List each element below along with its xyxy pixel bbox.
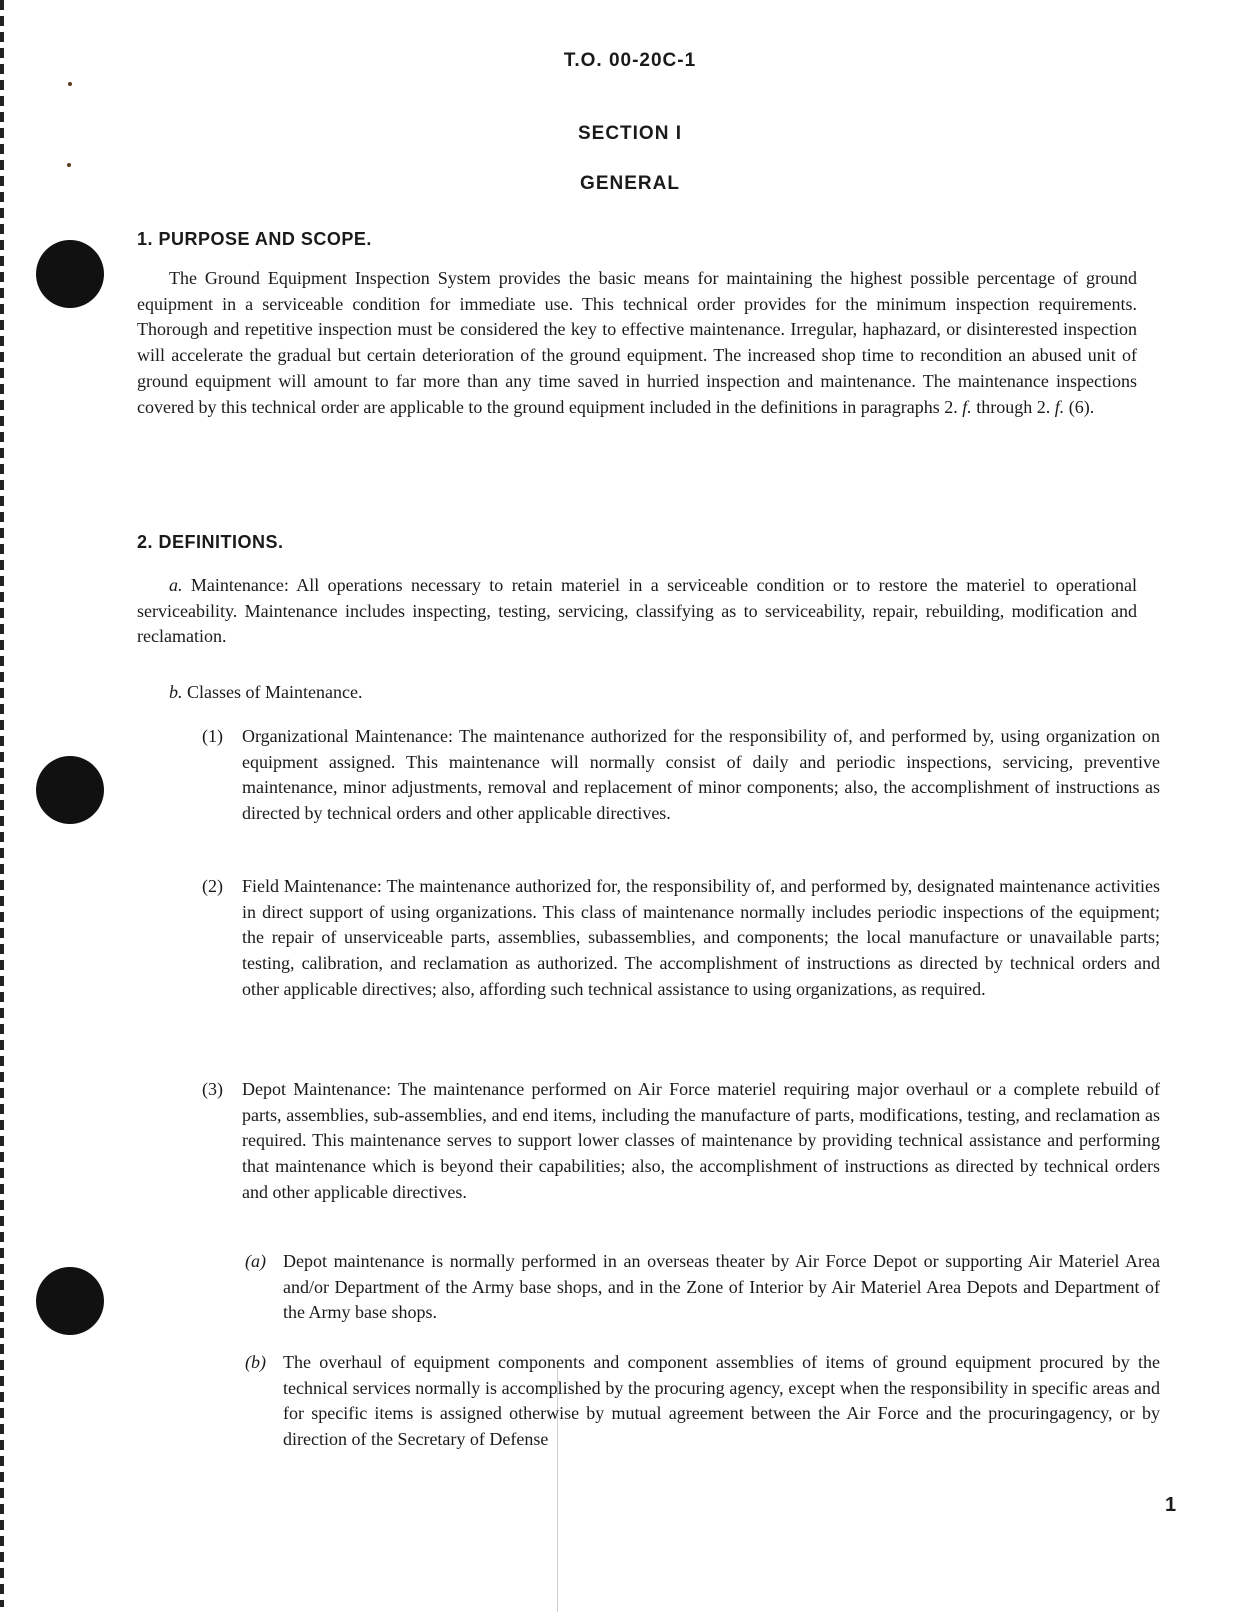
item-2-text: Field Maintenance: The maintenance authorized for, the responsibility of, and performed by, designated maintenance activities in direct support of using organizations. This class of maintenance normally includes periodic inspections of the equipment; the repair of unserviceable parts, assemblies, subassemblies, and components; the local manufacture or unavailable parts; testing, calibration, and reclamation as authorized. The accomplishment of instructions as directed by technical orders and other applicable directives; also, affording such technical assistance to using organizations, as required. [242,876,1160,999]
item-1-label: (1) [202,726,223,746]
subitem-a-label: (a) [245,1251,266,1271]
definition-b [137,680,1137,706]
punch-hole-middle [36,756,104,824]
document-id: T.O. 00-20C-1 [563,50,697,71]
purpose-heading: 1. PURPOSE AND SCOPE. [137,229,372,249]
section-title: GENERAL [580,173,680,194]
punch-hole-top [36,240,104,308]
purpose-paragraph: The Ground Equipment Inspection System provides the basic means for maintaining the highest possible percentage of ground equipment in a serviceable condition for immediate use. This technical order provides for the minimum inspection requirements. Thorough and repetitive inspection must be considered the key to effective maintenance. Irregular, haphazard, or disinterested inspection will accelerate the gradual but certain deterioration of the ground equipment. The increased shop time to recondition an abused unit of ground equipment will amount to far more than any time saved in hurried inspection and maintenance. The maintenance inspections covered by this technical order are applicable to the ground equipment included in the definitions in paragraphs 2. f. through 2. f. (6). [137,268,1137,417]
subitem-b-text: The overhaul of equipment components and component assemblies of items of ground equipment procured by the technical services normally is accomplished by the procuring agency, except when the responsibility in specific areas and for specific items is assigned otherwise by mutual agreement between the Air Force and the procuringagency, or by direction of the Secretary of Defense [283,1352,1160,1450]
punch-hole-bottom [36,1267,104,1335]
definition-a-text: Maintenance: All operations necessary to retain materiel in a serviceable condition or to restore the materiel to operational serviceability. Maintenance includes inspecting, testing, servicing, classifying as to serviceability, repair, rebuilding, modification and reclamation. [137,575,1138,647]
definition-b-text: Classes of Maintenance. [187,682,363,702]
subitem-b-label: (b) [245,1352,266,1372]
scan-edge [0,0,4,1607]
item-3-text: Depot Maintenance: The maintenance performed on Air Force materiel requiring major overhaul or a complete rebuild of parts, assemblies, sub-assemblies, and end items, including the manufacture of parts, modifications, testing, and reclamation as required. This maintenance serves to support lower classes of maintenance by providing technical assistance and performing that maintenance which is beyond their capabilities; also, the accomplishment of instructions as directed by technical orders and other applicable directives. [242,1079,1160,1202]
scan-speck [67,163,71,167]
definitions-heading: 2. DEFINITIONS. [137,532,284,552]
definition-a [137,573,1137,650]
section-number: SECTION I [577,123,682,144]
item-3-label: (3) [202,1079,223,1099]
definition-a-label: a. [169,575,183,595]
item-2-label: (2) [202,876,223,896]
item-1-text: Organizational Maintenance: The maintenance authorized for the responsibility of, and performed by, using organization on equipment assigned. This maintenance will normally consist of daily and periodic inspections, servicing, preventive maintenance, minor adjustments, removal and replacement of minor components; also, the accomplishment of instructions as directed by technical orders and other applicable directives. [242,726,1160,824]
page-number: 1 [1165,1494,1177,1516]
definition-b-label: b. [169,682,183,702]
scan-speck [68,82,72,86]
subitem-a-text: Depot maintenance is normally performed in an overseas theater by Air Force Depot or supporting Air Materiel Area and/or Department of the Army base shops, and in the Zone of Interior by Air Materiel Area Depots and Department of the Army base shops. [283,1251,1160,1323]
